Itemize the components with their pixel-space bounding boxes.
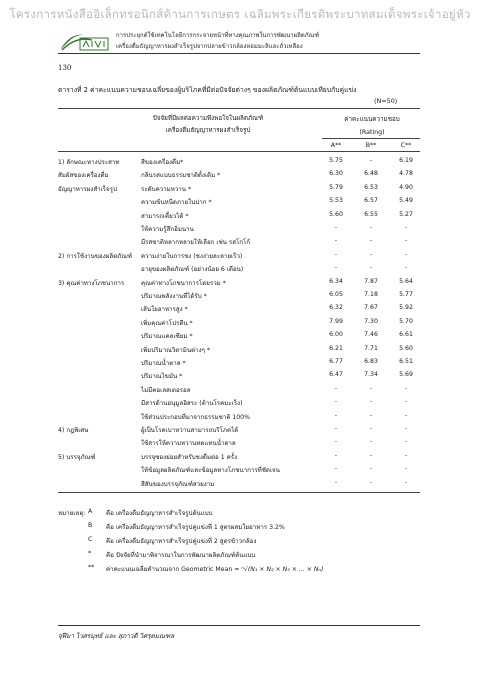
- factor-cell: ผู้เป็นโรคเบาหวานสามารถบริโภคได้: [141, 427, 239, 434]
- factor-column-header: [118, 113, 298, 137]
- score-a-cell: -: [334, 411, 338, 419]
- score-c-cell: -: [404, 465, 408, 473]
- factor-cell: สามารถเคี้ยวได้ *: [141, 212, 189, 220]
- score-c-cell: 5.77: [399, 291, 413, 298]
- footer-rule: [58, 625, 420, 626]
- note-text: คือ เครื่องดื่มธัญญาหารสำเร็จรูปคู่แข่งที่ 1 สูตรผสมใยอาหาร 3.2%: [106, 524, 285, 531]
- col-c-header: C**: [400, 142, 412, 149]
- group-cell: 4) กฎพิเศษ: [58, 427, 89, 434]
- score-header-line-1: ค่าคะแนนความชอบ: [344, 116, 400, 123]
- score-a-cell: -: [334, 250, 338, 258]
- factor-cell: ใช้ส่วนประกอบที่มาจากธรรมชาติ 100%: [141, 413, 250, 421]
- sample-size-note: (N=50): [374, 97, 398, 105]
- score-c-cell: 6.19: [399, 157, 413, 164]
- score-b-cell: -: [369, 411, 373, 419]
- col-a-header: A**: [330, 142, 342, 149]
- note-symbol: C: [88, 536, 93, 543]
- table-row: [58, 477, 420, 491]
- score-b-cell: -: [369, 398, 373, 406]
- table-row: [58, 369, 420, 383]
- score-b-cell: 7.67: [364, 304, 378, 312]
- table-top-rule: [58, 108, 420, 109]
- score-c-cell: -: [404, 264, 408, 272]
- score-a-cell: -: [334, 264, 338, 272]
- score-header-rule: [322, 138, 420, 139]
- score-c-cell: -: [404, 411, 408, 419]
- factor-cell: ความง่ายในการชง (ชงง่ายละลายเร็ว): [141, 252, 243, 260]
- group-cell: สัมผัสของเครื่องดื่ม: [58, 172, 109, 180]
- score-a-cell: -: [334, 224, 338, 231]
- score-c-cell: 5.64: [399, 277, 413, 285]
- score-b-cell: 7.87: [364, 277, 378, 285]
- score-c-cell: 5.27: [399, 210, 413, 218]
- score-a-cell: 6.21: [329, 344, 343, 352]
- score-c-cell: 6.51: [399, 358, 413, 365]
- score-a-cell: -: [334, 425, 338, 432]
- group-cell: ธัญญาหารผงสำเร็จรูป: [58, 185, 117, 193]
- score-a-cell: 5.60: [329, 210, 343, 218]
- note-text: คือ เครื่องดื่มธัญญาหารสำเร็จรูปต้นแบบ: [106, 510, 213, 517]
- factor-cell: สีของเครื่องดื่ม*: [141, 159, 184, 166]
- table-row: [58, 249, 420, 263]
- score-a-cell: -: [334, 398, 338, 406]
- score-b-cell: 6.55: [364, 210, 378, 218]
- score-b-cell: 7.30: [364, 317, 378, 325]
- score-a-cell: 6.05: [329, 291, 343, 298]
- score-c-cell: -: [404, 224, 408, 231]
- factor-cell: สีสันของบรรจุภัณฑ์สวยงาม: [141, 480, 215, 488]
- score-column-header: [328, 113, 416, 139]
- table-row: [58, 209, 420, 223]
- score-c-cell: 5.60: [399, 344, 413, 352]
- score-a-cell: 6.32: [329, 304, 343, 312]
- score-a-cell: 6.77: [329, 358, 343, 365]
- factor-cell: ปริมาณพลังงานที่ได้รับ *: [141, 293, 207, 300]
- score-a-cell: 6.30: [329, 170, 343, 178]
- factor-header-line-1: ปัจจัยที่มีผลต่อความพึงพอใจในผลิตภัณฑ์: [152, 115, 264, 122]
- table-row: [58, 276, 420, 290]
- note-formula-label: ค่าคะแนนเฉลี่ยคำนวณจาก Geometric Mean =: [106, 566, 242, 573]
- note-text: คือ เครื่องดื่มธัญญาหารสำเร็จรูปคู่แข่งที่ 2 สูตรข้าวกล้อง: [106, 538, 257, 545]
- score-c-cell: -: [404, 398, 408, 406]
- score-b-cell: 7.18: [364, 291, 378, 298]
- group-cell: 1) ลักษณะทางประสาท: [58, 159, 120, 166]
- score-c-cell: 4.78: [399, 170, 413, 178]
- group-cell: 3) คุณค่าทางโภชนาการ: [58, 279, 125, 287]
- group-cell: 5) บรรจุภัณฑ์: [58, 453, 96, 461]
- score-b-cell: 7.46: [364, 331, 378, 339]
- score-b-cell: 6.57: [364, 197, 378, 205]
- factor-cell: มีสารต้านอนุมูลอิสระ (ต้านโรคมะเร็ง): [141, 400, 243, 408]
- table-row: [58, 356, 420, 370]
- table-row: [58, 423, 420, 437]
- table-row: [58, 289, 420, 303]
- factor-cell: กลิ่นรสแบบธรรมชาติดั้งเดิม *: [141, 172, 221, 180]
- score-a-cell: 7.99: [329, 317, 343, 325]
- score-b-cell: 6.53: [364, 183, 378, 191]
- institute-logo-icon: [58, 28, 110, 52]
- notes-label: หมายเหตุ:: [58, 510, 86, 517]
- score-b-cell: 6.48: [364, 170, 378, 178]
- score-a-cell: -: [334, 438, 338, 446]
- score-b-cell: -: [369, 237, 373, 245]
- score-c-cell: -: [404, 384, 408, 392]
- factor-cell: ระดับความหวาน *: [141, 185, 192, 193]
- score-b-cell: 7.34: [364, 371, 378, 379]
- factor-cell: บรรจุซองย่อยสำหรับชงดื่มต่อ 1 ครั้ง: [141, 453, 238, 461]
- score-c-cell: 6.61: [399, 331, 413, 339]
- score-b-cell: -: [369, 250, 373, 258]
- table-row: [58, 182, 420, 196]
- table-header-rule: [58, 151, 420, 152]
- score-b-cell: -: [369, 478, 373, 486]
- table-row: [58, 195, 420, 209]
- table-row: [58, 302, 420, 316]
- score-c-cell: -: [404, 478, 408, 486]
- score-a-cell: 5.53: [329, 197, 343, 205]
- score-c-cell: 5.70: [399, 317, 413, 325]
- score-a-cell: 6.00: [329, 331, 343, 339]
- score-c-cell: -: [404, 250, 408, 258]
- page-number: 130: [58, 64, 72, 72]
- table-row: [58, 396, 420, 410]
- score-b-cell: -: [369, 224, 373, 231]
- note-text: คือ ปัจจัยที่นำมาพิจารณาในการพัฒนาผลิตภัณฑ์ต้นแบบ: [106, 552, 256, 559]
- factor-cell: ความข้นหนืดภายในปาก *: [141, 199, 212, 207]
- factor-cell: อายุของผลิตภัณฑ์ (อย่างน้อย 6 เดือน): [141, 266, 244, 274]
- note-symbol: *: [88, 550, 92, 557]
- factor-header-line-2: เครื่องดื่มธัญญาหารผงสำเร็จรูป: [165, 127, 251, 134]
- factor-cell: ใช้สารให้ความหวานทดแทนน้ำตาล: [141, 440, 236, 448]
- table-row: [58, 168, 420, 182]
- score-a-cell: 5.75: [329, 157, 343, 164]
- score-c-cell: 5.69: [399, 371, 413, 379]
- score-a-cell: 6.34: [329, 277, 343, 285]
- table-row: [58, 450, 420, 464]
- score-a-cell: -: [334, 465, 338, 473]
- score-c-cell: -: [404, 438, 408, 446]
- col-b-header: B**: [365, 142, 377, 149]
- score-b-cell: -: [369, 264, 373, 272]
- table-row: [58, 436, 420, 450]
- note-symbol: A: [88, 508, 93, 515]
- table-row: [58, 222, 420, 236]
- factor-cell: ไม่มีคอเลสเตอรอล: [141, 386, 191, 394]
- score-c-cell: -: [404, 237, 408, 245]
- factor-cell: ปริมาณน้ำตาล *: [141, 360, 186, 367]
- score-c-cell: 5.49: [399, 197, 413, 205]
- table-row: [58, 235, 420, 249]
- table-row: [58, 410, 420, 424]
- score-b-cell: 7.71: [364, 344, 378, 352]
- table-caption: ตารางที่ 2 ค่าคะแนนความชอบเฉลี่ยของผู้บริโภคที่มีต่อปัจจัยต่างๆ ของผลิตภัณฑ์ต้นแบบเทียบกับคู่แข่ง: [58, 86, 357, 94]
- footer-authors: จุฬีมา ไวศรมุทธ์ และ สุภาวดี วิศรุตมณฑล: [58, 632, 175, 640]
- score-b-cell: 6.83: [364, 358, 378, 365]
- header-line-1: การประยุกต์ใช้เทคโนโลยีการกระจายหน้าที่ทางคุณภาพในการพัฒนาผลิตภัณฑ์: [116, 32, 320, 39]
- score-b-cell: -: [369, 438, 373, 446]
- note-symbol: **: [88, 564, 95, 571]
- factor-cell: ปริมาณไขมัน *: [141, 373, 183, 381]
- score-b-cell: -: [369, 451, 373, 459]
- score-b-cell: -: [369, 384, 373, 392]
- score-a-cell: 5.79: [329, 183, 343, 191]
- table-row: [58, 329, 420, 343]
- table-row: [58, 316, 420, 330]
- factor-cell: เพิ่มปริมาณวิตามินต่างๆ *: [141, 346, 210, 354]
- group-cell: 2) การใช้งานของผลิตภัณฑ์: [58, 252, 133, 260]
- score-a-cell: -: [334, 384, 338, 392]
- factor-cell: เพิ่มคุณค่าโปรตีน *: [141, 319, 193, 327]
- table-row: [58, 155, 420, 169]
- header-rule: [58, 53, 420, 54]
- score-a-cell: -: [334, 451, 338, 459]
- factor-cell: คุณค่าทางโภชนาการโดยรวม *: [141, 279, 226, 287]
- table-row: [58, 383, 420, 397]
- table-bottom-rule: [58, 492, 420, 493]
- score-c-cell: 5.92: [399, 304, 413, 312]
- score-b-cell: -: [369, 157, 373, 164]
- factor-cell: มีรสชาติหลากหลายให้เลือก เช่น รสโกโก้: [141, 239, 251, 247]
- score-c-cell: 4.90: [399, 183, 413, 191]
- table-row: [58, 463, 420, 477]
- table-row: [58, 262, 420, 276]
- score-a-cell: -: [334, 478, 338, 486]
- factor-cell: ปริมาณแคลเซียม *: [141, 333, 193, 341]
- factor-cell: ให้ข้อมูลผลิตภัณฑ์และข้อมูลทางโภชนาการที่ชัดเจน: [141, 467, 280, 475]
- factor-cell: เส้นใยอาหารสูง *: [141, 306, 188, 314]
- score-b-cell: -: [369, 425, 373, 432]
- note-symbol: B: [88, 522, 93, 529]
- score-c-cell: -: [404, 425, 408, 432]
- score-b-cell: -: [369, 465, 373, 473]
- watermark-title: โครงการหนังสืออิเล็กทรอนิกส์ด้านการเกษตร เฉลิมพระเกียรติพระบาทสมเด็จพระเจ้าอยู่หัว: [9, 7, 471, 21]
- geometric-mean-formula: ⁿ√(N₁ × N₂ × N₃ × ... × Nₙ): [241, 566, 324, 573]
- score-a-cell: -: [334, 237, 338, 245]
- score-header-line-2: (Rating): [359, 129, 385, 136]
- score-c-cell: -: [404, 451, 408, 459]
- note-text: [106, 564, 323, 574]
- factor-cell: ให้ความรู้สึกอิ่มนาน: [141, 226, 194, 233]
- header-line-2: เครื่องดื่มธัญญาหารผงสำเร็จรูปจากปลายข้าวกล้องหอมมะลิและถั่วเหลือง: [116, 43, 303, 50]
- score-a-cell: 6.47: [329, 371, 343, 379]
- table-row: [58, 343, 420, 357]
